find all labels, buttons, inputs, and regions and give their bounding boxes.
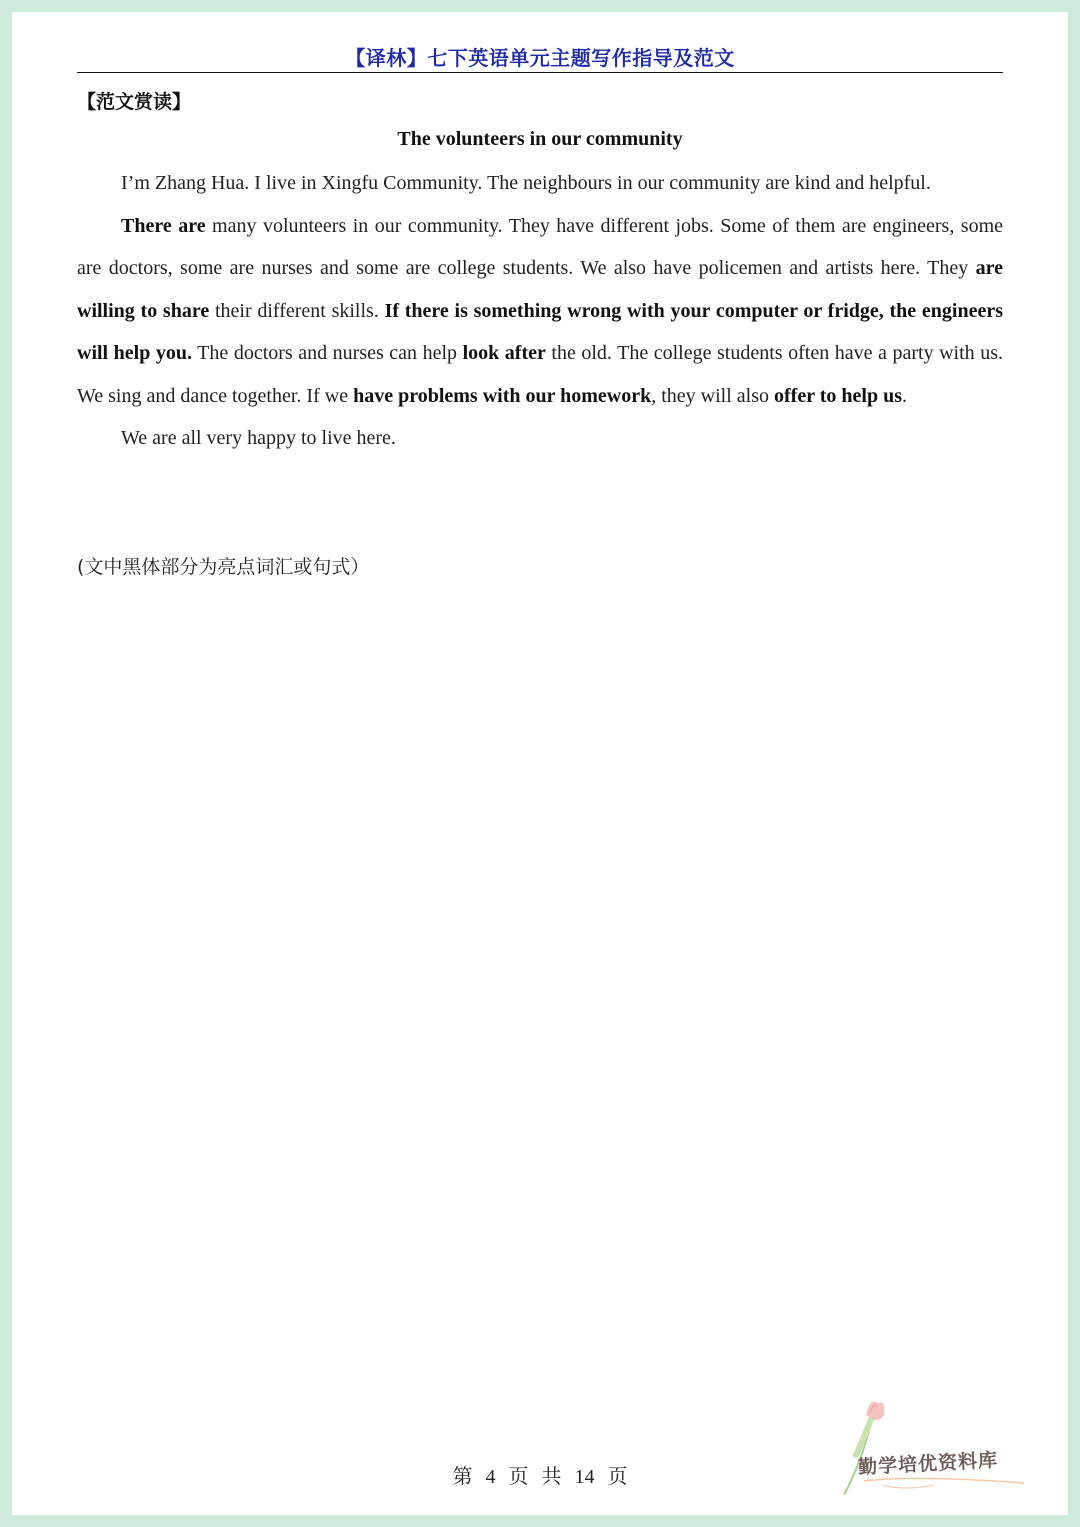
watermark-text: 勤学培优资料库 <box>857 1449 999 1479</box>
text-segment: their different skills. <box>209 299 385 322</box>
text-segment: . <box>901 384 907 407</box>
highlight-note: (文中黑体部分为亮点词汇或句式） <box>77 556 370 578</box>
highlight-phrase: look after <box>462 342 546 364</box>
highlight-phrase: offer to help us <box>774 384 902 407</box>
essay-paragraph-1: I’m Zhang Hua. I live in Xingfu Community. The neighbours in our community are kind and helpful. <box>121 172 931 194</box>
text-segment: the old. The college students often have a party with us. We sing and dance together. If we <box>77 342 1003 407</box>
watermark-logo <box>834 1397 1034 1497</box>
essay-paragraph-3: We are all very happy to live here. <box>121 427 396 449</box>
tulip-icon <box>834 1397 1034 1497</box>
text-segment: many volunteers in our community. They have different jobs. Some of them are engineers, some are doctors, some are nurses and some are college students. We also have policemen and artists here. They <box>77 214 1004 279</box>
highlight-phrase: There are <box>121 214 206 237</box>
text-segment: , they will also <box>651 384 775 407</box>
highlight-phrase: are willing to share <box>77 257 1003 322</box>
document-page <box>12 12 1068 1515</box>
essay-title: The volunteers in our community <box>397 128 683 150</box>
header-divider <box>77 72 1003 73</box>
highlight-phrase: have problems with our homework <box>353 384 652 407</box>
essay-body <box>77 162 1003 460</box>
highlight-phrase: If there is something wrong with your computer or fridge, the engineers will help you. <box>77 299 1003 364</box>
section-label: 【范文赏读】 <box>77 91 192 113</box>
page-number: 第 4 页 共 14 页 <box>452 1466 628 1488</box>
essay-paragraph-2 <box>77 205 1003 418</box>
text-segment: The doctors and nurses can help <box>192 342 463 364</box>
page-header-title: 【译林】七下英语单元主题写作指导及范文 <box>345 46 735 70</box>
